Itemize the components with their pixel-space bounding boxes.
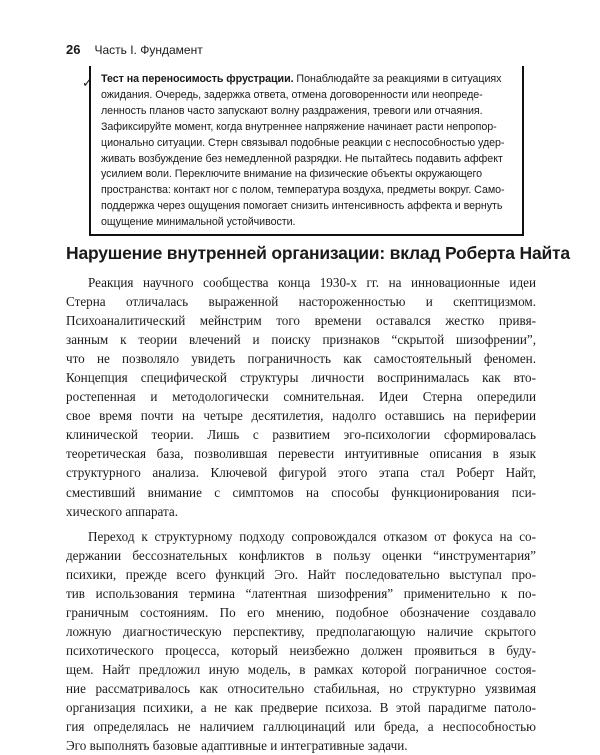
- exercise-line: живать возбуждение без немедленной разрядки. Не пытайтесь подавить аффект: [101, 152, 503, 165]
- text-line: свое время почти на четыре десятилетия, надолго оставшись на периферии: [66, 408, 536, 424]
- text-line: Стерна отличалась выраженной настороженностью и скептицизмом.: [66, 294, 536, 310]
- text-line: ростепенная и методологически сомнительная. Идеи Стерна опередили: [66, 389, 536, 405]
- text-line: Реакция научного сообщества конца 1930-х гг. на инновационные идеи: [88, 275, 536, 290]
- exercise-line: ционально ситуации. Стерн связывал подобные реакции с неспособностью удер-: [101, 136, 505, 149]
- exercise-line: ожидания. Очередь, задержка ответа, отмена договоренности или неопреде-: [101, 88, 483, 101]
- exercise-box-text: [82, 72, 512, 231]
- text-line: граничным состояниям. По его мнению, подобное обозначение создавало: [66, 604, 536, 620]
- exercise-line: ленность планов часто запускают волну раздражения, тревоги или отчаяния.: [101, 104, 483, 117]
- text-line: щем. Найт предложил иную модель, в рамках которой пограничное состоя-: [66, 661, 536, 677]
- checkmark-icon: ✓: [82, 76, 93, 91]
- paragraph-1: [66, 273, 536, 521]
- exercise-lead-rest: Понаблюдайте за реакциями в ситуациях: [293, 73, 502, 85]
- text-line: Эго выполнять базовые адаптивные и интегративные задачи.: [66, 738, 408, 754]
- text-line: организация психики, а не как предверие психоза. В этой парадигме патоло-: [66, 700, 536, 716]
- exercise-line: поддержка через ощущения помогает снизить интенсивность аффекта и вернуть: [101, 200, 503, 213]
- text-line: хического аппарата.: [66, 503, 179, 519]
- exercise-lead-line: [101, 72, 512, 88]
- exercise-box: [82, 66, 524, 236]
- text-line: Психоаналитический мейнстрим того времени оставался жестко привя-: [66, 313, 536, 329]
- text-line: что не позволяло увидеть пограничность как самостоятельный феномен.: [66, 351, 536, 367]
- text-line: психотического процесса, который неизбежно должен проявиться в буду-: [66, 642, 536, 658]
- text-line: Концепция специфической структуры личности воспринималась как вто-: [66, 370, 536, 386]
- exercise-line: Зафиксируйте момент, когда внутреннее напряжение начинает расти непропор-: [101, 120, 497, 133]
- text-line: сместивший внимание с симптомов на способы функционирования пси-: [66, 484, 536, 500]
- text-line: психики, прежде всего функций Эго. Найт последовательно выступал про-: [66, 566, 536, 582]
- text-line: тив использования термина “латентная шизофрения” применительно к по-: [66, 585, 536, 601]
- text-line: теоретическая база, позволившая перевести интуитивные описания в язык: [66, 446, 536, 462]
- text-line: гия определялась не наличием галлюцинаций или бреда, а неспособностью: [66, 719, 536, 735]
- text-line: ложную диагностическую перспективу, предполагающую наличие скрытого: [66, 623, 536, 639]
- text-line: структурного анализа. Ключевой фигурой этого этапа стал Роберт Найт,: [66, 465, 536, 481]
- body-text: [66, 273, 536, 755]
- text-line: занным к теории влечений и поиску признаков “скрытой шизофрении”,: [66, 332, 536, 348]
- paragraph-2: [66, 527, 536, 755]
- section-heading: Нарушение внутренней организации: вклад Роберта Найта: [66, 243, 570, 263]
- text-line: клинической теории. Лишь с развитием эго-психологии сформировалась: [66, 427, 536, 443]
- running-title: Часть I. Фундамент: [94, 43, 203, 57]
- text-line: ние рассматривалось как относительно стабильная, но структурно уязвимая: [66, 680, 536, 696]
- exercise-title: Тест на переносимость фрустрации.: [101, 73, 294, 85]
- page-number: 26: [66, 42, 81, 57]
- exercise-line: пространства: контакт ног с полом, температура воздуха, предметы вокруг. Само-: [101, 184, 505, 197]
- page-header: [66, 42, 203, 60]
- exercise-line: ощущение минимальной устойчивости.: [101, 216, 296, 229]
- exercise-line: усилием воли. Переключите внимание на физические объекты окружающего: [101, 168, 482, 181]
- text-line: Переход к структурному подходу сопровождался отказом от фокуса на со-: [88, 528, 536, 544]
- text-line: держании бессознательных конфликтов в пользу оценки “инструментария”: [66, 547, 536, 563]
